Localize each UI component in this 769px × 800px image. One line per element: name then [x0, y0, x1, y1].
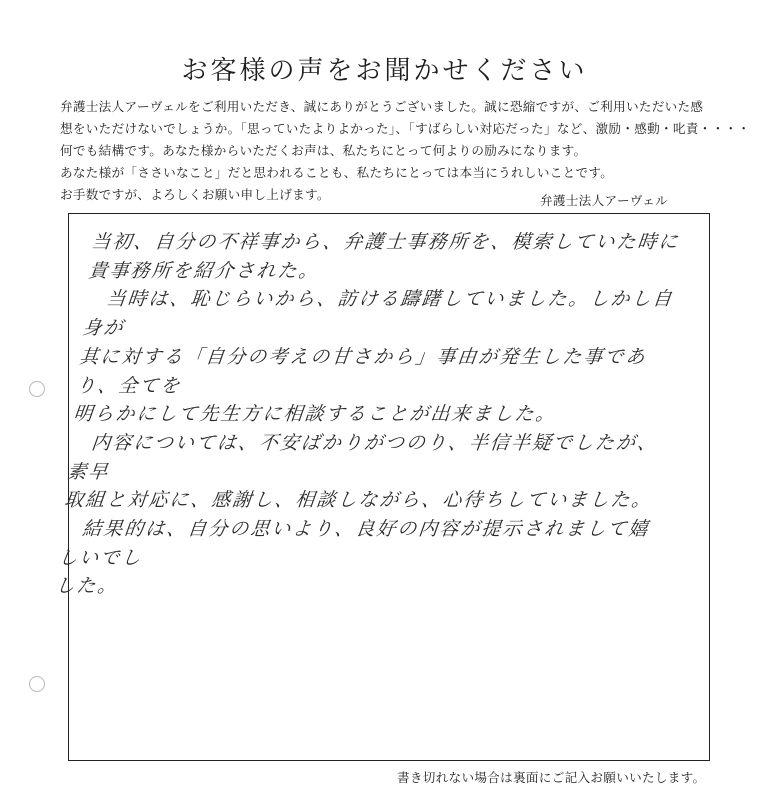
- intro-line: お手数ですが、よろしくお願い申し上げます。: [60, 187, 330, 202]
- intro-line: あなた様が「ささいなこと」だと思われることも、私たちにとっては本当にうれしいことです。: [60, 165, 614, 180]
- comment-line: 当時は、恥じらいから、訪ける躊躇していました。しかし自身が: [81, 288, 675, 340]
- comment-line: 明らかにして先生方に相談することが出来ました。: [72, 403, 558, 426]
- punch-hole: [29, 676, 45, 692]
- comment-line: 取組と対応に、感謝し、相談しながら、心待ちしていました。: [63, 489, 654, 512]
- signature: 弁護士法人アーヴェル: [540, 193, 669, 208]
- comment-line: した。: [54, 575, 120, 598]
- punch-hole: [29, 381, 45, 397]
- page-title: お客様の声をお聞かせください: [181, 56, 588, 86]
- comment-line: 其に対する「自分の考えの甘さから」事由が発生した事であり、全てを: [75, 345, 648, 397]
- intro-line: 何でも結構です。あなた様からいただくお声は、私たちにとって何よりの励みになります。: [60, 143, 587, 158]
- comment-line: 結果的は、自分の思いより、良好の内容が提示されまして嬉しいでし: [57, 518, 651, 569]
- comment-line: 貴事務所を紹介された。: [87, 259, 321, 282]
- footer-note: 書き切れない場合は裏面にご記入お願いいたします。: [397, 770, 706, 785]
- handwritten-comment: [54, 228, 693, 601]
- comment-box: [54, 213, 710, 761]
- intro-line: 弁護士法人アーヴェルをご利用いただき、誠にありがとうございました。誠に恐縮ですが、ご利用いただいた感: [60, 99, 704, 114]
- comment-line: 内容については、不安ばかりがつのり、半信半疑でしたが、素早: [66, 431, 660, 483]
- comment-line: 当初、自分の不祥事から、弁護士事務所を、模索していた時に: [90, 231, 681, 253]
- intro-line: 想をいただけないでしょうか。「思っていたよりよかった」、「すばらしい対応だった」など、激励・感動・叱責・・・・: [60, 121, 751, 136]
